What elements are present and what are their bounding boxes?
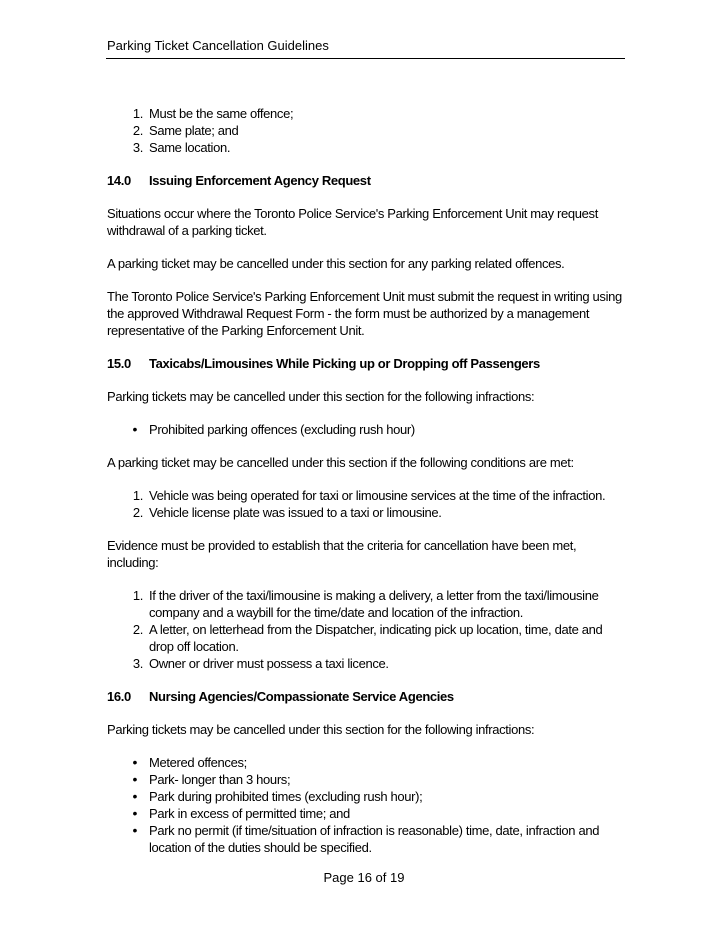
page-number: Page 16 of 19 xyxy=(323,870,405,885)
list-item: • Prohibited parking offences (excluding rush hour) xyxy=(132,421,415,437)
list-item: 3. Owner or driver must possess a taxi licence. xyxy=(132,656,389,671)
list-item: 2. Vehicle license plate was issued to a taxi or limousine. xyxy=(132,505,442,520)
document-body xyxy=(107,105,625,872)
list-item: 2. A letter, on letterhead from the Dispatcher, indicating pick up location, time, date and drop off location. xyxy=(132,622,603,654)
section-15-heading: 15.0 Taxicabs/Limousines While Picking up or Dropping off Passengers xyxy=(107,356,540,371)
list-item: • Park no permit (if time/situation of infraction is reasonable) time, date, infraction and location of the duties should be specified. xyxy=(132,822,600,855)
section-15-paragraph-1: Parking tickets may be cancelled under this section for the following infractions: xyxy=(107,389,535,404)
section-16-paragraph-1: Parking tickets may be cancelled under this section for the following infractions: xyxy=(107,722,535,737)
list-item: 1. If the driver of the taxi/limousine is making a delivery, a letter from the taxi/limousine company and a waybill for the time/date and location of the infraction. xyxy=(132,588,599,620)
section-16-heading: 16.0 Nursing Agencies/Compassionate Service Agencies xyxy=(107,689,454,704)
section-15-conditions xyxy=(107,487,625,521)
section-15-evidence xyxy=(107,587,625,672)
list-item: 1. Must be the same offence; xyxy=(132,106,294,121)
section-14-heading: 14.0 Issuing Enforcement Agency Request xyxy=(107,173,371,188)
list-top xyxy=(107,105,625,156)
list-item: 1. Vehicle was being operated for taxi or limousine services at the time of the infraction. xyxy=(132,488,606,503)
list-item: • Park during prohibited times (excluding rush hour); xyxy=(132,788,423,804)
page-header-title: Parking Ticket Cancellation Guidelines xyxy=(107,38,329,53)
section-15-paragraph-2: A parking ticket may be cancelled under this section if the following conditions are met: xyxy=(107,455,574,470)
header-rule xyxy=(106,58,625,59)
section-15-paragraph-3: Evidence must be provided to establish that the criteria for cancellation have been met, including: xyxy=(107,538,577,570)
list-item: 2. Same plate; and xyxy=(132,123,239,138)
list-item: • Park in excess of permitted time; and xyxy=(132,805,350,821)
list-item: • Metered offences; xyxy=(132,754,247,770)
section-14-paragraph-3: The Toronto Police Service's Parking Enforcement Unit must submit the request in writing using the approved Withdrawal Request Form - the form must be authorized by a management representative of the Parking Enforcement Unit. xyxy=(107,289,622,338)
list-item: 3. Same location. xyxy=(132,140,231,155)
section-15-bullets xyxy=(107,421,625,438)
list-item: • Park- longer than 3 hours; xyxy=(132,771,291,787)
section-16-bullets xyxy=(107,754,625,856)
section-14-paragraph-1: Situations occur where the Toronto Police Service's Parking Enforcement Unit may request withdrawal of a parking ticket. xyxy=(107,206,598,238)
section-14-paragraph-2: A parking ticket may be cancelled under this section for any parking related offences. xyxy=(107,256,565,271)
